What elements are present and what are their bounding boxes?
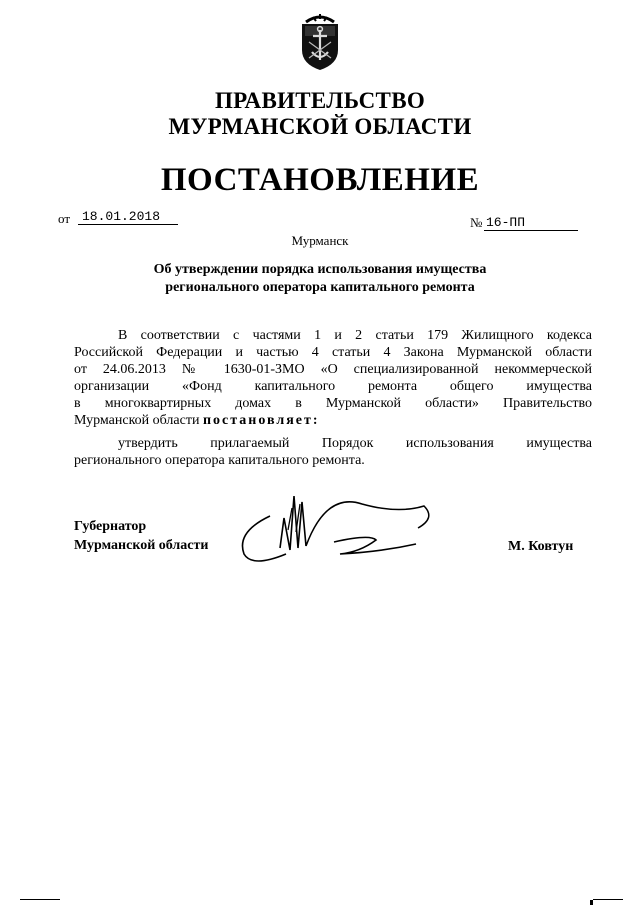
decision-line: утвердить прилагаемый Порядок использования имущества [118,436,592,451]
coat-of-arms-icon [296,12,344,72]
government-title-line2: МУРМАНСКОЙ ОБЛАСТИ [168,114,472,139]
body-line6-prefix: Мурманской области [74,413,200,428]
body-line: от 24.06.2013 № 1630-01-ЗМО «О специализированной некоммерческой [74,362,592,377]
date-prefix: от [58,211,71,226]
footer-rule-left [20,899,60,900]
document-type-title: ПОСТАНОВЛЕНИЕ [160,162,480,198]
body-line: организации «Фонд капитального ремонта общего имущества [74,379,592,394]
body-line: В соответствии с частями 1 и 2 статьи 179 Жилищного кодекса [118,328,592,343]
signatory-name: М. Ковтун [508,539,574,554]
number-prefix: № [470,215,483,230]
subject-line1: Об утверждении порядка использования имущества [153,262,487,277]
body-line: Российской Федерации и частью 4 статьи 4 Закона Мурманской области [74,345,592,360]
signatory-title-line2: Мурманской области [74,538,209,553]
decision-line: регионального оператора капитального ремонта. [74,453,365,468]
footer-mark [590,900,593,905]
document-date: 18.01.2018 [78,209,178,225]
government-title-line1: ПРАВИТЕЛЬСТВО [214,88,426,113]
footer-rule-right [593,899,623,900]
body-line [74,413,592,430]
handwritten-signature [230,488,450,578]
resolution-verb: постановляет: [202,413,320,428]
body-line: в многоквартирных домах в Мурманской области» Правительство [74,396,592,411]
subject-line2: регионального оператора капитального ремонта [165,280,475,295]
signatory-title-line1: Губернатор [74,519,147,534]
document-number: 16-ПП [484,215,578,231]
city-name: Мурманск [291,233,349,248]
